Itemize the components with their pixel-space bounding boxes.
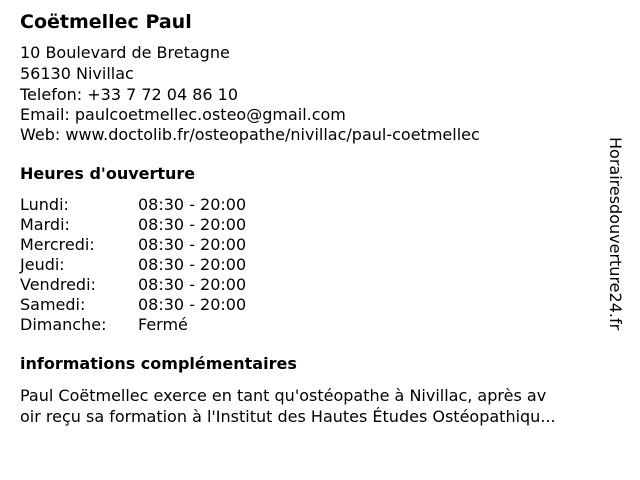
hours-day: Dimanche: xyxy=(20,315,107,334)
hours-row xyxy=(20,275,340,295)
site-watermark: Horairesdouverture24.fr xyxy=(606,137,625,331)
hours-day: Jeudi: xyxy=(20,255,65,274)
hours-row xyxy=(20,195,340,215)
phone-line[interactable]: Telefon: +33 7 72 04 86 10 xyxy=(20,85,239,104)
hours-day: Mardi: xyxy=(20,215,70,234)
hours-time: 08:30 - 20:00 xyxy=(138,275,247,294)
opening-hours-title: Heures d'ouverture xyxy=(20,164,196,183)
hours-row xyxy=(20,315,340,335)
hours-time: 08:30 - 20:00 xyxy=(138,295,247,314)
hours-day: Vendredi: xyxy=(20,275,96,294)
hours-time: 08:30 - 20:00 xyxy=(138,215,247,234)
hours-time: Fermé xyxy=(138,315,188,334)
hours-time: 08:30 - 20:00 xyxy=(138,195,247,214)
hours-row xyxy=(20,235,340,255)
additional-info-title: informations complémentaires xyxy=(20,354,297,373)
hours-row xyxy=(20,255,340,275)
website-line[interactable]: Web: www.doctolib.fr/osteopathe/nivillac/paul-coetmellec xyxy=(20,125,480,144)
hours-day: Mercredi: xyxy=(20,235,95,254)
business-name: Coëtmellec Paul xyxy=(20,11,192,33)
description-line: oir reçu sa formation à l'Institut des Hautes Études Ostéopathiqu... xyxy=(20,407,556,426)
description-line: Paul Coëtmellec exerce en tant qu'ostéopathe à Nivillac, après av xyxy=(20,386,547,405)
hours-time: 08:30 - 20:00 xyxy=(138,255,247,274)
email-line[interactable]: Email: paulcoetmellec.osteo@gmail.com xyxy=(20,105,346,124)
hours-day: Lundi: xyxy=(20,195,69,214)
address-street: 10 Boulevard de Bretagne xyxy=(20,43,230,62)
hours-time: 08:30 - 20:00 xyxy=(138,235,247,254)
hours-row xyxy=(20,215,340,235)
hours-row xyxy=(20,295,340,315)
hours-day: Samedi: xyxy=(20,295,86,314)
address-city: 56130 Nivillac xyxy=(20,64,134,83)
